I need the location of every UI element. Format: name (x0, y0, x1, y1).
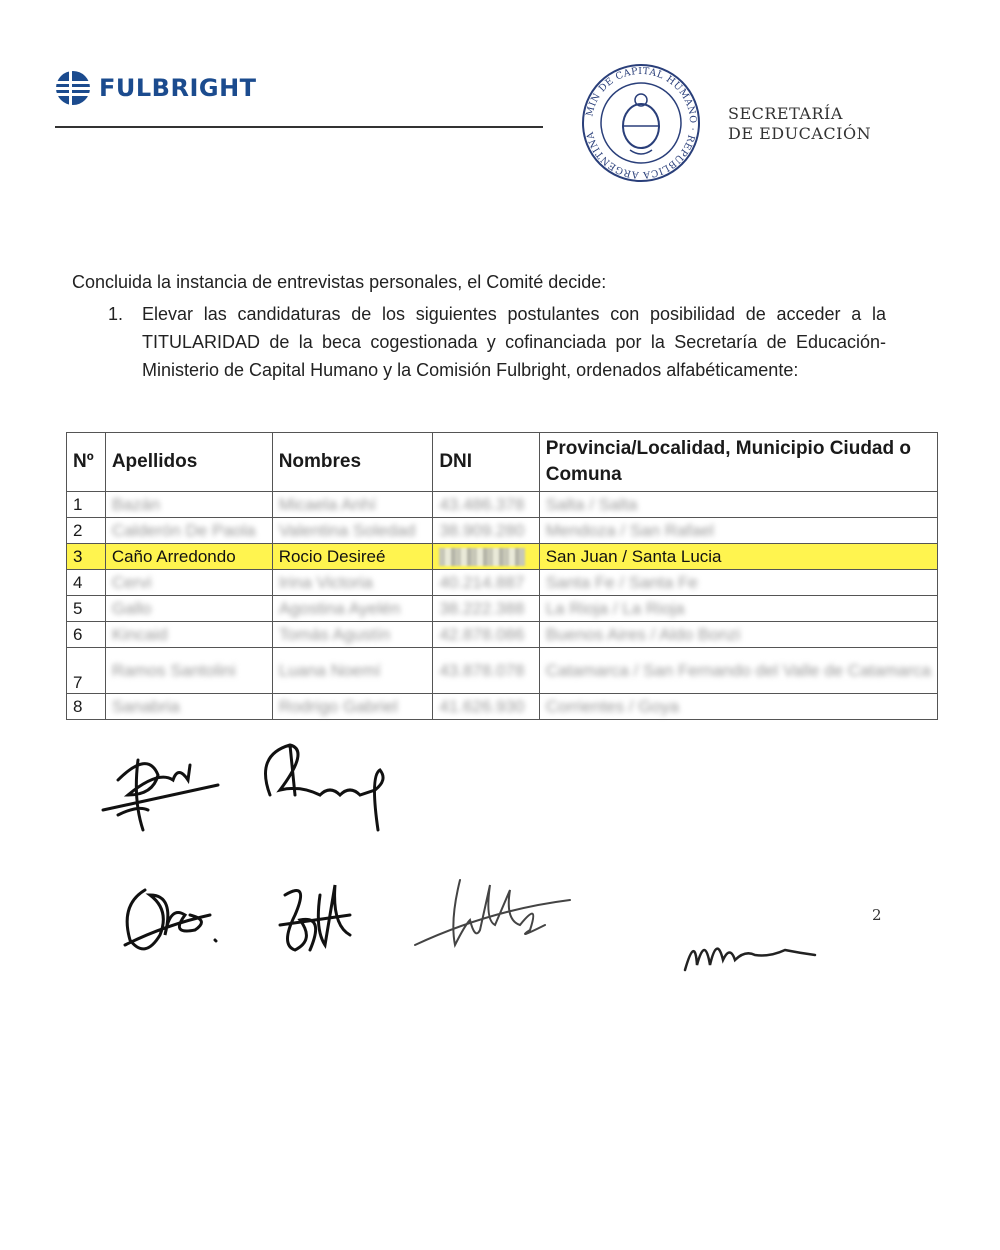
cell-dni (433, 544, 539, 570)
table-row (67, 570, 938, 596)
provincia-value: Santa Fe / Santa Fe (545, 572, 698, 592)
apellidos-value: Cervi (111, 572, 152, 592)
cell-nombres (272, 544, 433, 570)
nombres-value: Tomás Agustín (278, 624, 391, 644)
cell-provincia (539, 518, 937, 544)
cell-num (67, 492, 106, 518)
cell-dni (433, 492, 539, 518)
table-row (67, 622, 938, 648)
apellidos-value: Calderón De Paola (111, 520, 256, 540)
nombres-value: Agostina Ayelén (278, 598, 401, 618)
num-value: 2 (73, 520, 83, 540)
signature-2 (250, 735, 400, 835)
cell-nombres (272, 518, 433, 544)
cell-num (67, 596, 106, 622)
num-value: 8 (73, 696, 83, 716)
table-header-row (67, 433, 938, 492)
cell-nombres (272, 694, 433, 720)
fulbright-globe-icon (55, 70, 91, 106)
header-nombres: Nombres (272, 433, 433, 492)
dni-value: 38.222.388 (439, 598, 525, 618)
secretaria-line-1: SECRETARÍA (728, 104, 843, 123)
dni-value: 38.909.280 (439, 520, 525, 540)
table-row (67, 544, 938, 570)
table-row (67, 648, 938, 694)
cell-dni (433, 596, 539, 622)
cell-dni (433, 648, 539, 694)
signatures-area (0, 730, 1000, 1030)
table-row (67, 596, 938, 622)
fulbright-wordmark: FULBRIGHT (99, 74, 257, 102)
num-value: 3 (73, 546, 83, 566)
num-value: 1 (73, 494, 83, 514)
signature-4 (270, 875, 360, 965)
cell-provincia (539, 622, 937, 648)
cell-num (67, 694, 106, 720)
cell-num (67, 622, 106, 648)
apellidos-value: Bazán (111, 494, 161, 514)
cell-num (67, 570, 106, 596)
page-number: 2 (872, 906, 882, 924)
num-value: 5 (73, 598, 83, 618)
cell-apellidos (105, 518, 272, 544)
point-text: Elevar las candidaturas de los siguientes postulantes con posibilidad de acceder a la TITULARIDAD de la beca cogestionada y cofinanciada por la Secretaría de Educación-Ministerio de Capital Humano y la Comisión Fulbright, ordenados alfabéticamente: (142, 304, 886, 380)
cell-provincia (539, 596, 937, 622)
table-row (67, 694, 938, 720)
cell-dni (433, 694, 539, 720)
cell-apellidos (105, 570, 272, 596)
dni-value: 43.486.378 (439, 494, 525, 514)
num-value: 7 (73, 673, 83, 692)
provincia-value: Mendoza / San Rafael (545, 520, 714, 540)
table-row (67, 518, 938, 544)
apellidos-value: Sanabria (111, 696, 180, 716)
cell-dni (433, 570, 539, 596)
cell-num (67, 544, 106, 570)
dni-value: 43.878.078 (439, 660, 525, 680)
header-divider (55, 126, 543, 128)
provincia-value: Buenos Aires / Aldo Bonzi (545, 624, 741, 644)
cell-num (67, 518, 106, 544)
cell-provincia (539, 694, 937, 720)
intro-paragraph: Concluida la instancia de entrevistas personales, el Comité decide: (72, 272, 607, 292)
signature-5 (410, 870, 580, 960)
seal-ring-text: MIN DE CAPITAL HUMANO · REPÚBLICA ARGENTINA (584, 65, 699, 181)
secretaria-line-2: DE EDUCACIÓN (728, 124, 872, 143)
cell-nombres (272, 570, 433, 596)
apellidos-value: Ramos Santolini (111, 660, 236, 680)
candidates-table (66, 432, 938, 720)
signature-1 (98, 740, 228, 840)
provincia-value: Salta / Salta (545, 494, 638, 514)
cell-provincia (539, 544, 937, 570)
letterhead (0, 0, 1000, 200)
cell-nombres (272, 648, 433, 694)
signature-3 (115, 875, 225, 965)
cell-dni (433, 518, 539, 544)
cell-apellidos (105, 622, 272, 648)
cell-nombres (272, 596, 433, 622)
cell-provincia (539, 648, 937, 694)
apellidos-value: Caño Arredondo (111, 546, 236, 566)
cell-apellidos (105, 694, 272, 720)
apellidos-value: Gallo (111, 598, 152, 618)
cell-apellidos (105, 492, 272, 518)
cell-provincia (539, 492, 937, 518)
num-value: 6 (73, 624, 83, 644)
cell-provincia (539, 570, 937, 596)
decision-point (108, 300, 886, 384)
nombres-value: Micaela Anhí (278, 494, 377, 514)
dni-value: 40.214.887 (439, 572, 525, 592)
point-number: 1. (108, 304, 124, 324)
nombres-value: Irina Victoria (278, 572, 373, 592)
num-value: 4 (73, 572, 83, 592)
nombres-value: Rodrigo Gabriel (278, 696, 398, 716)
cell-num (67, 648, 106, 694)
header-apellidos: Apellidos (105, 433, 272, 492)
secretaria-label (728, 104, 871, 144)
provincia-value: San Juan / Santa Lucia (545, 546, 722, 566)
nombres-value: Valentina Soledad (278, 520, 416, 540)
dni-value: 42.878.086 (439, 624, 525, 644)
provincia-value: Corrientes / Goya (545, 696, 679, 716)
ministry-seal (580, 62, 702, 184)
header-num: Nº (67, 433, 106, 492)
fulbright-logo (55, 70, 257, 106)
nombres-value: Rocio Desireé (278, 546, 386, 566)
cell-dni (433, 622, 539, 648)
cell-apellidos (105, 544, 272, 570)
provincia-value: Catamarca / San Fernando del Valle de Catamarca (545, 660, 931, 680)
nombres-value: Luana Noemí (278, 660, 381, 680)
header-dni: DNI (433, 433, 539, 492)
header-provincia: Provincia/Localidad, Municipio Ciudad o Comuna (539, 433, 937, 492)
cell-nombres (272, 492, 433, 518)
provincia-value: La Rioja / La Rioja (545, 598, 685, 618)
dni-value: 41.626.930 (439, 696, 525, 716)
cell-nombres (272, 622, 433, 648)
dni-pixelated (439, 548, 525, 566)
cell-apellidos (105, 596, 272, 622)
signature-6 (675, 915, 835, 985)
apellidos-value: Kincaid (111, 624, 168, 644)
cell-apellidos (105, 648, 272, 694)
table-row (67, 492, 938, 518)
